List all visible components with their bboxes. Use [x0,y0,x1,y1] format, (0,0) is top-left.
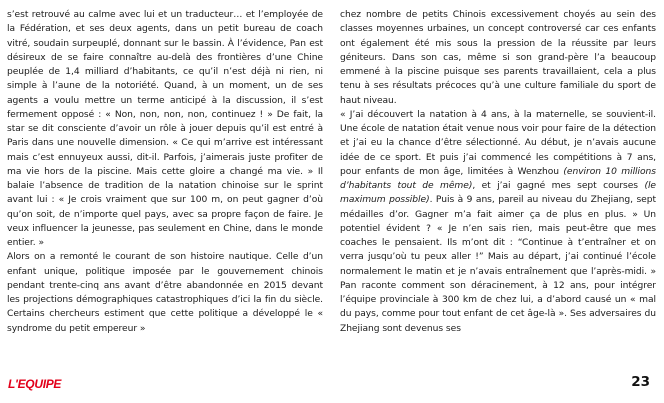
left-paragraph-1: s’est retrouvé au calme avec lui et un traducteur… et l’employée de la Fédération, et ses deux agents, dans un petit bureau de coach vitré, soudain surpeuplé, donnant sur le bassin. À l’évidence, Pan est désireux de se faire connaître au-delà des frontières d’une Chine peuplée de 1,4 milliard d’habitants, ce qu’il n’est déjà ni rien, ni simple à l’aune de la notoriété. Quand, à un moment, un de ses agents a voulu mettre un terme anticipé à la discussion, il s’est fermement opposé : « Non, non, non, non, continuez ! » De fait, la star se dit consciente d’avoir un rôle à jouer depuis qu’il est entré à Paris dans une nouvelle dimension. « Ce qui m’arrive est intéressant mais c’est ennuyeux aussi, dit-il. Parfois, j’aimerais juste profiter de ma vie hors de la piscine. Mais cette gloire a changé ma vie. » Il balaie l’absence de tradition de la natation chinoise sur le sprint avant lui : « Je crois vraiment que sur 100 m, on peut gagner d’où qu’on soit, de n’importe quel pays, avec sa propre façon de faire. Je veux influencer la jeunesse, pas seulement en Chine, dans le monde entier. » [7,10,323,248]
right-paragraph-2 [340,108,656,336]
right-paragraph-2-text-b: , et j’ai gagné mes sept courses [472,181,645,191]
page-number: 23 [631,374,650,390]
right-paragraph-1: chez nombre de petits Chinois excessivement choyés au sein des classes moyennes urbaines, un concept controversé car ces enfants ont également été mis sous la pression de la réussite par leurs géniteurs. Dans son cas, même si son grand-père l’a beaucoup emmené à la piscine puisque ses parents travaillaient, cela a plus tenu à ses résultats précoces qu’à une culture familiale du sport de haut niveau. [340,10,656,106]
left-column [7,8,323,336]
right-paragraph-2-aside-1: (environ 10 millions d’habitants tout de même) [340,166,656,191]
right-paragraph-2-aside-2: (le maximum possible) [340,181,656,206]
brand-logo: L'EQUIPE [8,377,62,391]
right-paragraph-2-text-a: « J’ai découvert la natation à 4 ans, à la maternelle, se souvient-il. Une école de natation était venue nous voir pour faire de la détection et j’ai eu la chance d’être sélectionné. Au début, je n’avais aucune idée de ce sport. Et puis j’ai commencé les compétitions à 7 ans, pour enfants de mon âge, limitées à Wenzhou [340,109,656,177]
right-column [340,8,656,336]
right-paragraph-2-text-c: . Puis à 9 ans, pareil au niveau du Zhejiang, sept médailles d’or. Gagner m’a fait aimer ça de plus en plus. » Un potentiel évident ? « Je n’en sais rien, mais peut-être que mes coaches le pensaient. Ils m’ont dit : “Continue à t’entraîner et on verra jusqu’où tu peux aller !” Mais au départ, j’ai continué l’école normalement le matin et je n’avais entraînement que l’après-midi. » Pan raconte comment son déracinement, à 12 ans, pour intégrer l’équipe provinciale à 300 km de chez lui, a d’abord causé un « mal du pays, comme pour tout enfant de cet âge-là ». Ses adversaires du Zhejiang sont devenus ses [340,195,656,334]
left-paragraph-2: Alors on a remonté le courant de son histoire nautique. Celle d’un enfant unique, politique imposée par le gouvernement chinois pendant trente-cinq ans avant d’être abandonnée en 2015 devant les projections démographiques catastrophiques d’ici la fin du siècle. Certains chercheurs estiment que cette politique a développé le « syndrome du petit empereur » [7,252,323,334]
